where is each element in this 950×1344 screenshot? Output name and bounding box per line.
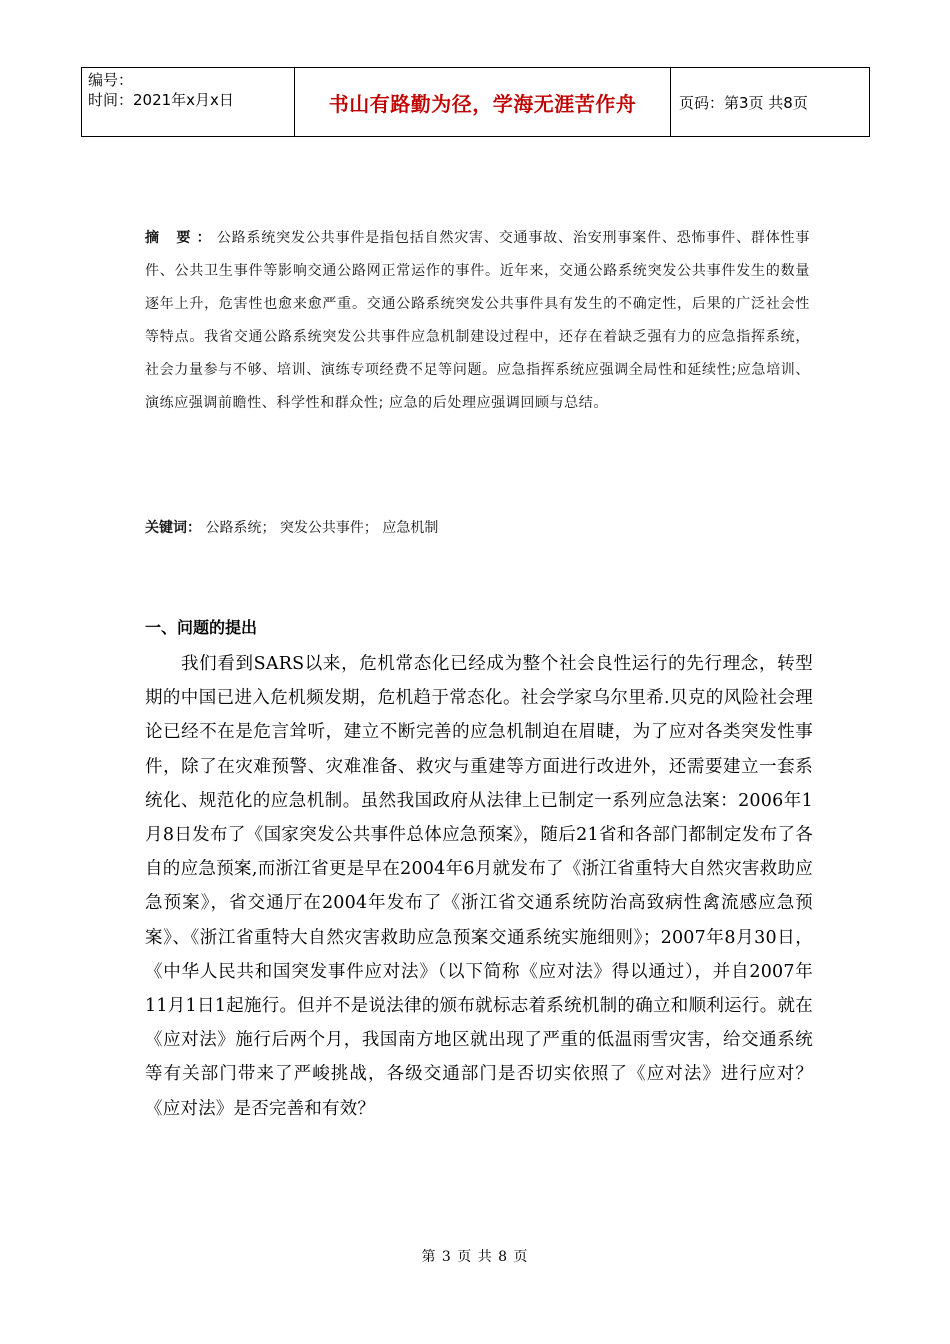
abstract-block [145, 222, 810, 420]
header-table [81, 67, 870, 137]
document-time-label: 时间：2021年x月x日 [88, 91, 234, 109]
keywords-block [145, 513, 810, 543]
section-title: 一、问题的提出 [145, 618, 258, 637]
abstract-text: 公路系统突发公共事件是指包括自然灾害、交通事故、治安刑事案件、恐怖事件、群体性事件、公共卫生事件等影响交通公路网正常运作的事件。近年来，交通公路系统突发公共事件发生的数量逐年上升，危害性也愈来愈严重。交通公路系统突发公共事件具有发生的不确定性，后果的广泛社会性等特点。我省交通公路系统突发公共事件应急机制建设过程中，还存在着缺乏强有力的应急指挥系统，社会力量参与不够、培训、演练专项经费不足等问题。应急指挥系统应强调全局性和延续性;应急培训、演练应强调前瞻性、科学性和群众性; 应急的后处理应强调回顾与总结。 [145, 230, 811, 411]
keywords-text: 公路系统； 突发公共事件； 应急机制 [205, 520, 439, 536]
keywords-label: 关键词： [145, 520, 201, 536]
document-number-label: 编号： [88, 71, 134, 89]
section-paragraph: 我们看到SARS以来，危机常态化已经成为整个社会良性运行的先行理念，转型期的中国已进入危机频发期，危机趋于常态化。社会学家乌尔里希.贝克的风险社会理论已经不在是危言耸听，建立不断完善的应急机制迫在眉睫，为了应对各类突发性事件，除了在灾难预警、灾难准备、救灾与重建等方面进行改进外，还需要建立一套系统化、规范化的应急机制。虽然我国政府从法律上已制定一系列应急法案：2006年1月8日发布了《国家突发公共事件总体应急预案》，随后21省和各部门都制定发布了各自的应急预案,而浙江省更是早在2004年6月就发布了《浙江省重特大自然灾害救助应急预案》，省交通厅在2004年发布了《浙江省交通系统防治高致病性禽流感应急预案》、《浙江省重特大自然灾害救助应急预案交通系统实施细则》；2007年8月30日，《中华人民共和国突发事件应对法》（以下简称《应对法》得以通过），并自2007年11月1日1起施行。但并不是说法律的颁布就标志着系统机制的确立和顺利运行。就在《应对法》施行后两个月，我国南方地区就出现了严重的低温雨雪灾害，给交通系统等有关部门带来了严峻挑战，各级交通部门是否切实依照了《应对法》进行应对？《应对法》是否完善和有效？ [145, 654, 813, 1119]
header-page-info: 页码：第3页 共8页 [671, 68, 870, 137]
abstract-label: 摘 要： [145, 230, 217, 246]
header-motto: 书山有路勤为径，学海无涯苦作舟 [295, 68, 671, 137]
header-meta-cell [82, 68, 295, 137]
page-footer: 第 3 页 共 8 页 [421, 1249, 529, 1265]
